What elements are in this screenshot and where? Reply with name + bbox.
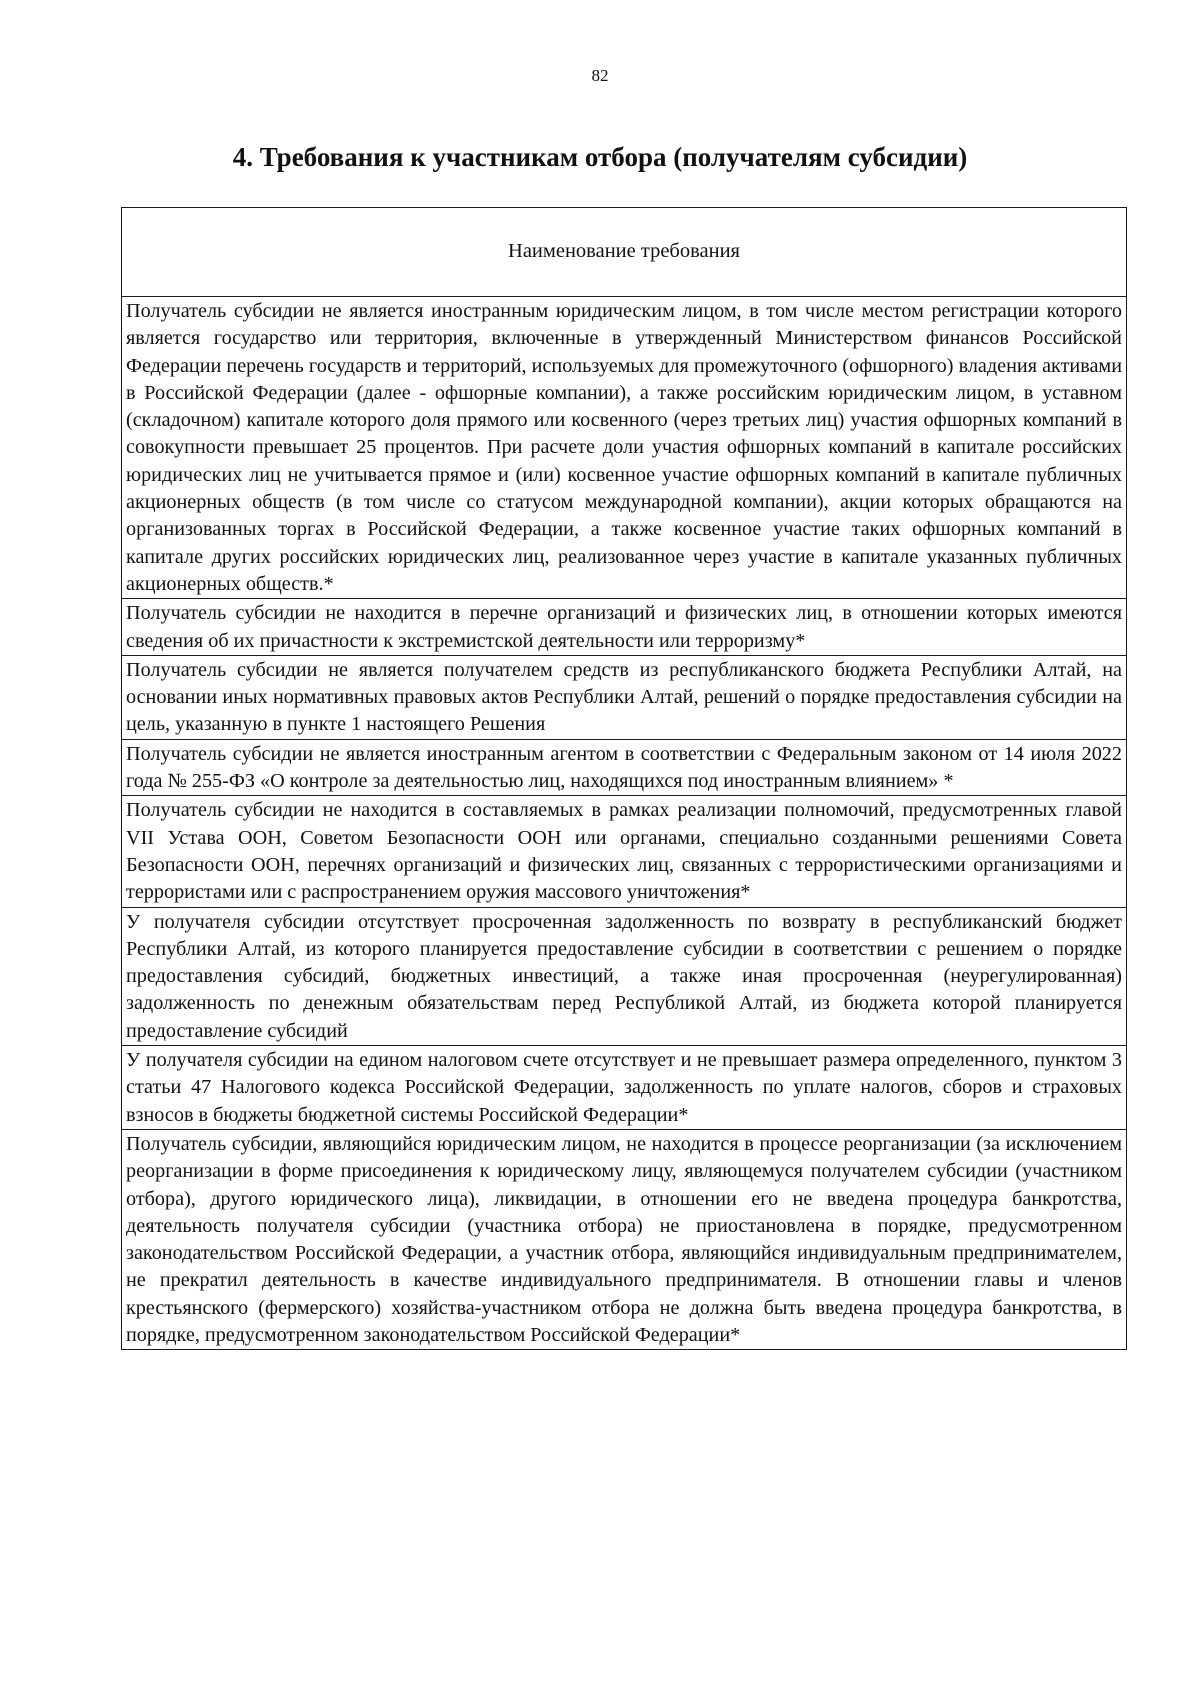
requirement-other-budget-funds: Получатель субсидии не является получателем средств из республиканского бюджета Республики Алтай, на основании иных нормативных правовых актов Республики Алтай, решений о порядке предоставления субсидии на цель, указанную в пункте 1 настоящего Решения [122,655,1127,739]
table-row [122,1129,1127,1349]
requirement-offshore: Получатель субсидии не является иностранным юридическим лицом, в том числе местом регистрации которого является государство или территория, включенные в утвержденный Министерством финансов Российской Федерации перечень государств и территорий, используемых для промежуточного (офшорного) владения активами в Российской Федерации (далее - офшорные компании), а также российским юридическим лицом, в уставном (складочном) капитале которого доля прямого или косвенного (через третьих лиц) участия офшорных компаний в совокупности превышает 25 процентов. При расчете доли участия офшорных компаний в капитале российских юридических лиц не учитывается прямое и (или) косвенное участие офшорных компаний в капитале публичных акционерных обществ (в том числе со статусом международной компании), акции которых обращаются на организованных торгах в Российской Федерации, а также косвенное участие таких офшорных компаний в капитале других российских юридических лиц, реализованное через участие в капитале указанных публичных акционерных обществ.* [122,297,1127,599]
requirement-extremism-list: Получатель субсидии не находится в перечне организаций и физических лиц, в отношении которых имеются сведения об их причастности к экстремистской деятельности или терроризму* [122,599,1127,656]
table-row [122,796,1127,907]
requirement-foreign-agent: Получатель субсидии не является иностранным агентом в соответствии с Федеральным законом от 14 июля 2022 года № 255-ФЗ «О контроле за деятельностью лиц, находящихся под иностранным влиянием» * [122,739,1127,796]
page-number: 82 [591,66,609,85]
requirements-table [121,207,1127,1350]
table-row [122,1046,1127,1130]
column-header-requirement-name: Наименование требования [122,208,1127,297]
requirement-tax-debt: У получателя субсидии на едином налоговом счете отсутствует и не превышает размера определенного, пунктом 3 статьи 47 Налогового кодекса Российской Федерации, задолженность по уплате налогов, сборов и страховых взносов в бюджеты бюджетной системы Российской Федерации* [122,1046,1127,1130]
table-row [122,739,1127,796]
requirement-reorganization-bankruptcy: Получатель субсидии, являющийся юридическим лицом, не находится в процессе реорганизации (за исключением реорганизации в форме присоединения к юридическому лицу, являющемуся получателем субсидии (участником отбора), другого юридического лица), ликвидации, в отношении его не введена процедура банкротства, деятельность получателя субсидии (участника отбора) не приостановлена в порядке, предусмотренном законодательством Российской Федерации, а участник отбора, являющийся индивидуальным предпринимателем, не прекратил деятельность в качестве индивидуального предпринимателя. В отношении главы и членов крестьянского (фермерского) хозяйства-участником отбора не должна быть введена процедура банкротства, в порядке, предусмотренном законодательством Российской Федерации* [122,1129,1127,1349]
table-header-row [122,208,1127,297]
table-row [122,907,1127,1045]
requirement-un-sanctions-lists: Получатель субсидии не находится в составляемых в рамках реализации полномочий, предусмотренных главой VII Устава ООН, Советом Безопасности ООН или органами, специально созданными решениями Совета Безопасности ООН, перечнях организаций и физических лиц, связанных с террористическими организациями и террористами или с распространением оружия массового уничтожения* [122,796,1127,907]
requirement-overdue-debt: У получателя субсидии отсутствует просроченная задолженность по возврату в республиканский бюджет Республики Алтай, из которого планируется предоставление субсидии в соответствии с решением о порядке предоставления субсидий, бюджетных инвестиций, а также иная просроченная (неурегулированная) задолженность по денежным обязательствам перед Республикой Алтай, из бюджета которой планируется предоставление субсидий [122,907,1127,1045]
table-row [122,297,1127,599]
table-row [122,655,1127,739]
table-row [122,599,1127,656]
section-title: 4. Требования к участникам отбора (получателям субсидии) [232,142,968,172]
